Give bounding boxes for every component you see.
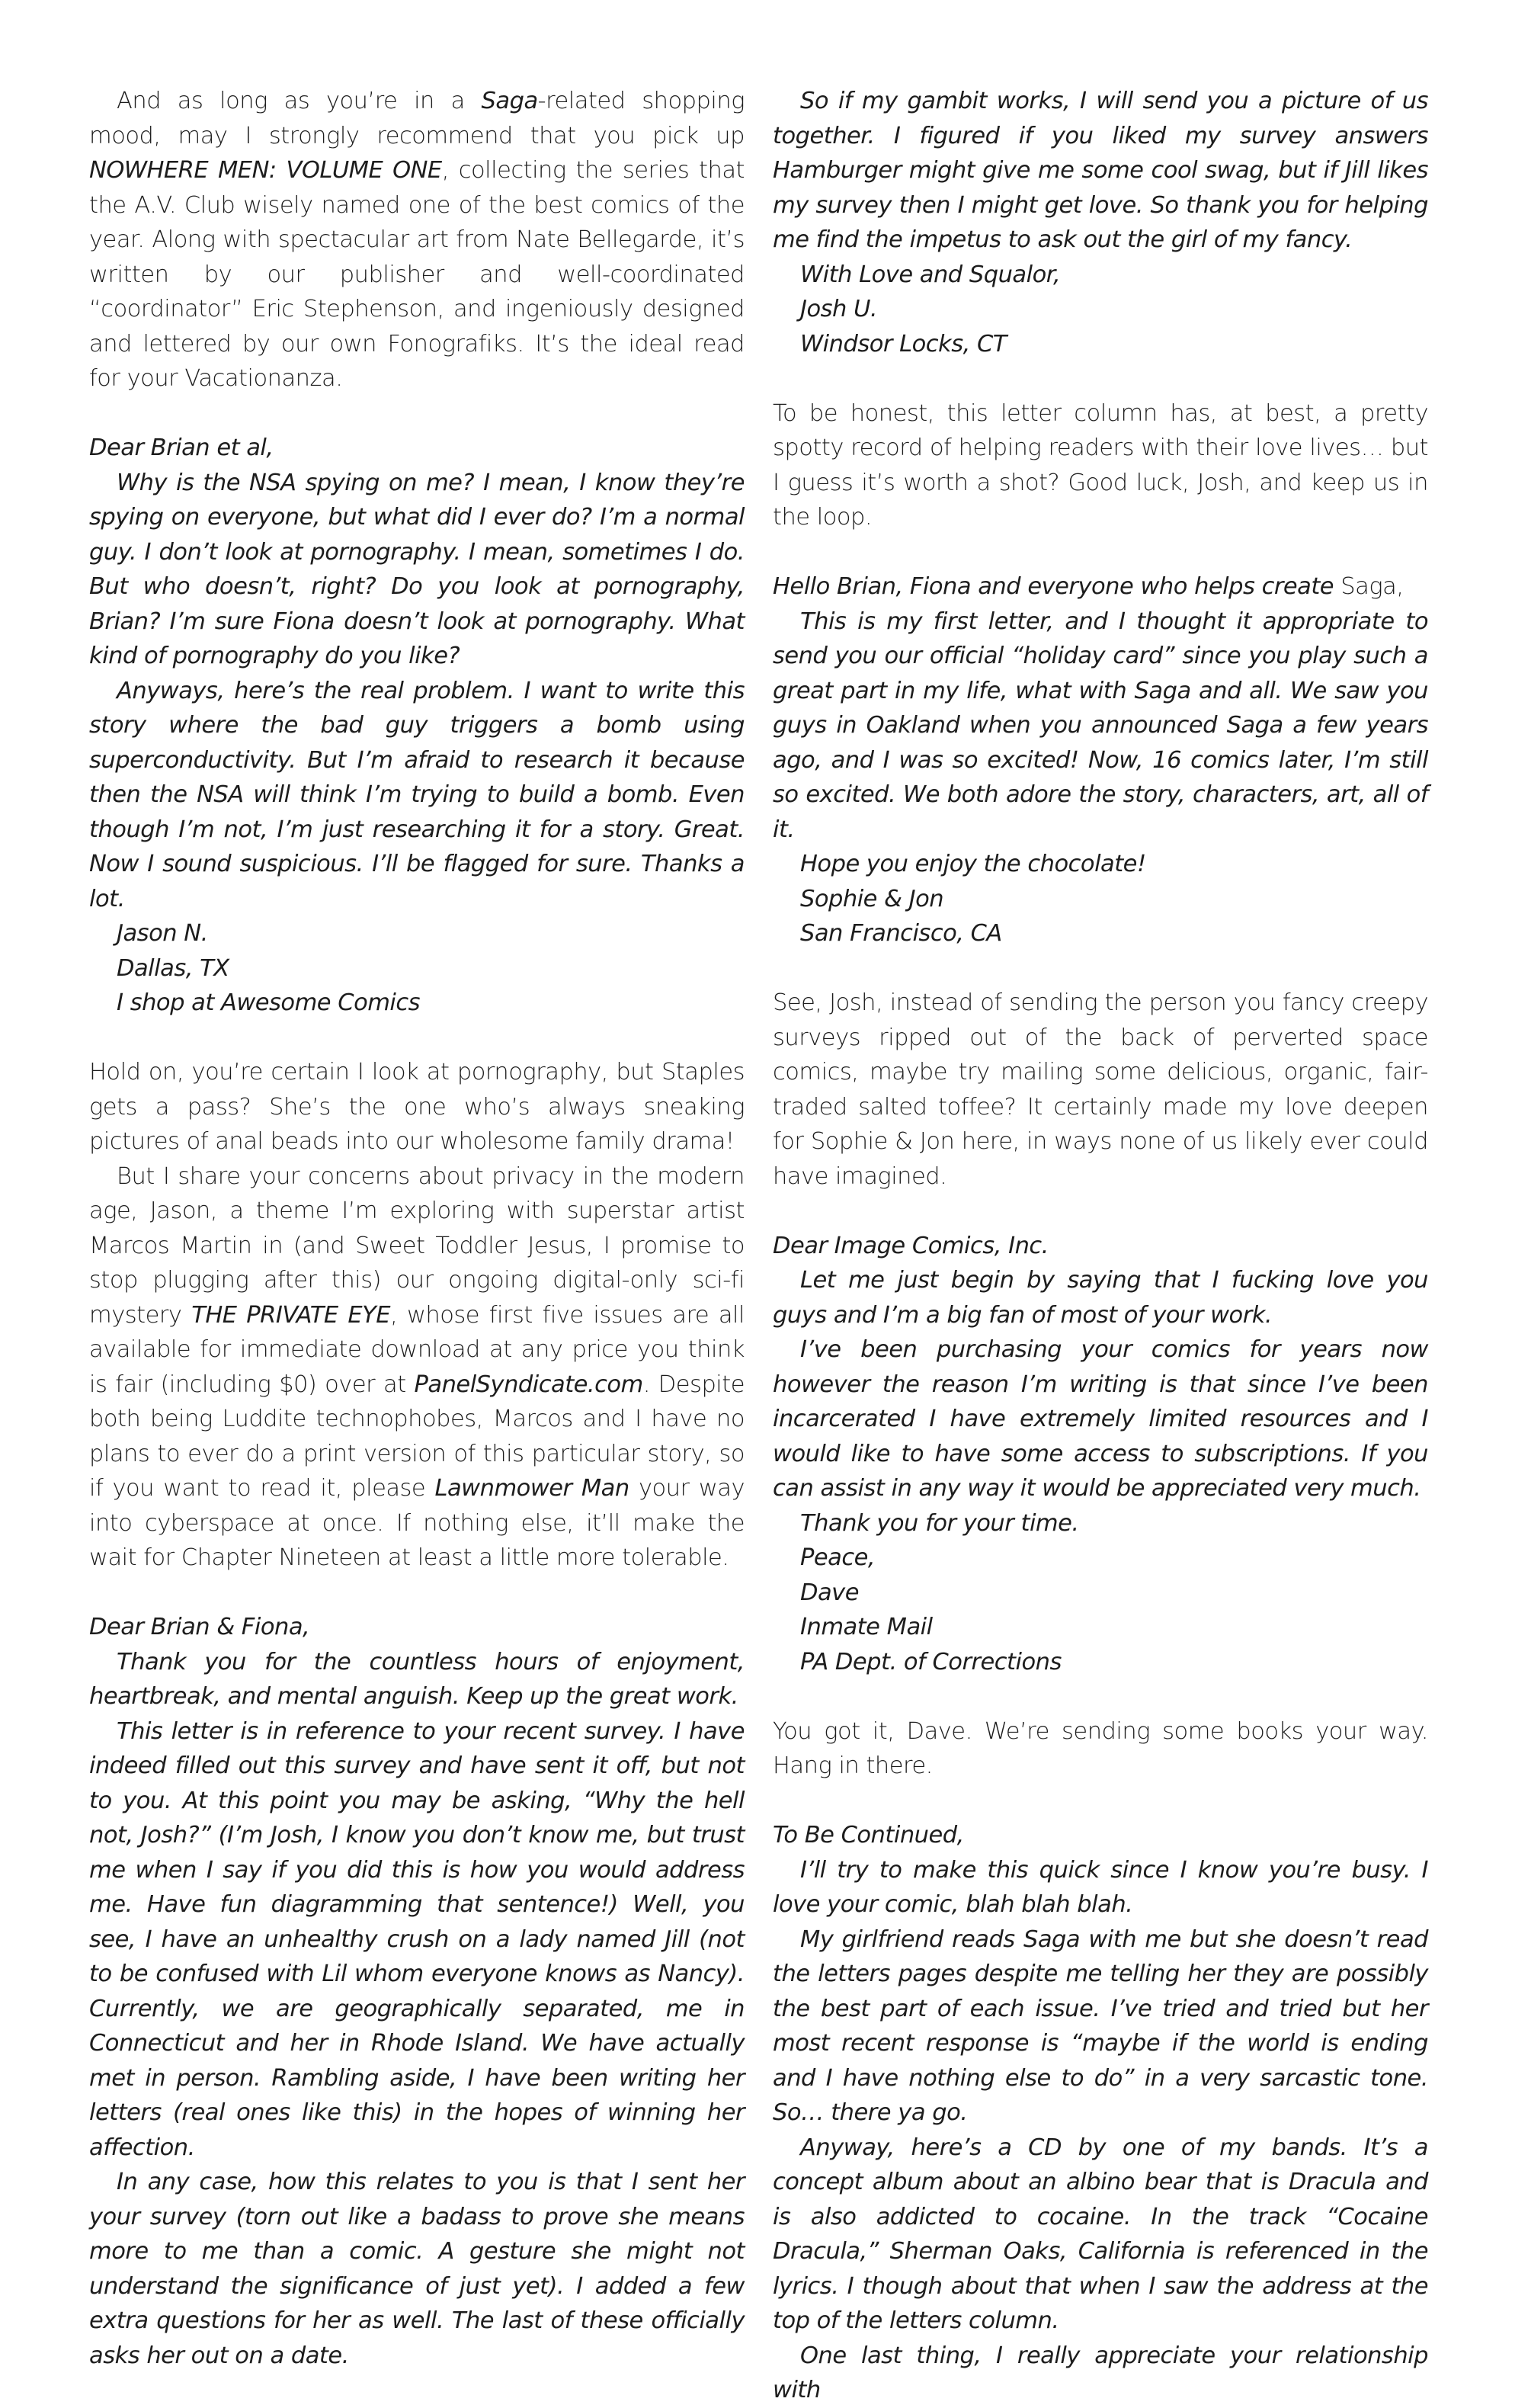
text-run-italic: Hello Brian, Fiona and everyone who helps create: [773, 573, 1341, 600]
letter-salutation: [773, 569, 1428, 604]
text-run: , collecting the series that the A.V. Club wisely named one of the best comics of the year. Along with spectacular art from Nate Bellegarde, it’s written by our publisher and well-coordinated “coordinator” Eric Stephenson, and ingeniously designed and lettered by our own Fonografiks. It’s the ideal read for your Vacationanza.: [89, 157, 745, 392]
text-run: Saga,: [1340, 573, 1404, 600]
letter-signature: Josh U.: [800, 296, 878, 322]
letter-signature: Peace,: [800, 1544, 876, 1571]
letter-paragraph: I’ve been purchasing your comics for years now however the reason I’m writing is that since I’ve been incarcerated I have extremely limited resources and I would like to have some access to subscriptions. If you can assist in any way it would be appreciated very much.: [773, 1336, 1428, 1502]
text-run-italic: PanelSyndicate.com: [414, 1371, 643, 1398]
letter-paragraph: So if my gambit works, I will send you a picture of us together. I figured if you liked my survey answers Hamburger might give me some cool swag, but if Jill likes my survey then I might get love. So thank you for helping me find the impetus to ask out the girl of my fancy.: [773, 88, 1428, 253]
letter-signature: Dave: [800, 1579, 859, 1606]
letter-salutation: Dear Brian et al,: [89, 434, 274, 461]
letter-signature: Thank you for your time.: [800, 1509, 1079, 1537]
text-run-italic: Saga: [481, 88, 538, 114]
text-run: . Despite both being Luddite technophobes, Marcos and I have no plans to ever do a print version of this particular story, so if you want to read it, please: [89, 1371, 745, 1502]
letter-signature: San Francisco, CA: [800, 920, 1002, 947]
letter-signature: Hope you enjoy the chocolate!: [800, 851, 1146, 877]
text-run: your way into cyberspace at once. If nothing else, it’ll make the wait for Chapter Nineteen at least a little more tolerable.: [89, 1475, 745, 1571]
spacer: [773, 361, 1428, 396]
text-run-italic: Lawnmower Man: [434, 1475, 629, 1502]
letter-signature: PA Dept. of Corrections: [800, 1648, 1062, 1675]
letter-paragraph: This letter is in reference to your recent survey. I have indeed filled out this survey and have sent it off, but not to you. At this point you may be asking, “Why the hell not, Josh?” (I’m Josh, I know you don’t know me, but trust me when I say if you did this is how you would address me. Have fun diagramming that sentence!) Well, you see, I have an unhealthy crush on a lady named Jill (not to be confused with Lil whom everyone knows as Nancy). Currently, we are geographically separated, me in Connecticut and her in Rhode Island. We have actually met in person. Rambling aside, I have been writing her letters (real ones like this) in the hopes of winning her affection.: [89, 1717, 745, 2161]
spacer: [89, 1021, 745, 1056]
text-run: , whose first five issues are all available for immediate download at any price you think is fair (including $0) over at: [89, 1301, 745, 1398]
text-run-italic: NOWHERE MEN: VOLUME ONE: [89, 157, 442, 184]
spacer: [89, 1576, 745, 1611]
spacer: [773, 951, 1428, 986]
letter-paragraph: Let me just begin by saying that I fucking love you guys and I’m a big fan of most of your work.: [773, 1267, 1428, 1329]
letter-paragraph: My girlfriend reads Saga with me but she doesn’t read the letters pages despite me telling her they are possibly the best part of each issue. I’ve tried and tried but her most recent response is “maybe if the world is ending and I have nothing else to do” in a very sarcastic tone. So… there ya go.: [773, 1925, 1428, 2126]
letter-paragraph: Anyways, here’s the real problem. I want to write this story where the bad guy triggers a bomb using superconductivity. But I’m afraid to research it because then the NSA will think I’m trying to build a bomb. Even though I’m not, I’m just researching it for a story. Great. Now I sound suspicious. I’ll be flagged for sure. Thanks a lot.: [89, 677, 745, 912]
spacer: [773, 1784, 1428, 1819]
letter-salutation: Dear Image Comics, Inc.: [773, 1232, 1049, 1259]
letter-signature: Inmate Mail: [800, 1614, 933, 1640]
reply-paragraph: You got it, Dave. We’re sending some books your way. Hang in there.: [773, 1717, 1428, 1779]
spacer: [773, 1194, 1428, 1229]
spacer: [773, 535, 1428, 570]
reply-paragraph: To be honest, this letter column has, at best, a pretty spotty record of helping readers with their love lives… but I guess it’s worth a shot? Good luck, Josh, and keep us in the loop.: [773, 399, 1428, 531]
letter-signature: I shop at Awesome Comics: [117, 989, 421, 1016]
letter-paragraph: In any case, how this relates to you is that I sent her your survey (torn out like a badass to prove she means more to me than a comic. A gesture she might not understand the significance of just yet). I added a few extra questions for her as well. The last of these officially asks her out on a date.: [89, 2169, 745, 2369]
letter-signature: Dallas, TX: [117, 954, 229, 982]
letter-salutation: Dear Brian & Fiona,: [89, 1614, 310, 1640]
text-run: -related shopping mood, may I strongly recommend that you pick up: [89, 88, 745, 149]
text-run-italic: THE PRIVATE EYE: [191, 1301, 391, 1329]
letter-signature: With Love and Squalor,: [800, 261, 1061, 288]
reply-paragraph: See, Josh, instead of sending the person you fancy creepy surveys ripped out of the back of perverted space comics, maybe try mailing some delicious, organic, fair-traded salted toffee? It certainly made my love deepen for Sophie & Jon here, in ways none of us likely ever could have imagined.: [773, 989, 1428, 1190]
intro-paragraph: [89, 84, 745, 396]
letter-paragraph: I’ll try to make this quick since I know you’re busy. I love your comic, blah blah blah.: [773, 1856, 1428, 1918]
left-column: [89, 84, 745, 2373]
letter-paragraph: Anyway, here’s a CD by one of my bands. It’s a concept album about an albino bear that is Dracula and is also addicted to cocaine. In the track “Cocaine Dracula,” Sherman Oaks, California is referenced in the lyrics. I though about that when I saw the address at the top of the letters column.: [773, 2134, 1428, 2334]
letter-signature: Jason N.: [117, 920, 208, 947]
letter-paragraph: Why is the NSA spying on me? I mean, I know they’re spying on everyone, but what did I ever do? I’m a normal guy. I don’t look at pornography. I mean, sometimes I do. But who doesn’t, right? Do you look at pornography, Brian? I’m sure Fiona doesn’t look at pornography. What kind of pornography do you like?: [89, 469, 745, 669]
reply-paragraph: [89, 1159, 745, 1576]
text-run: And as long as you’re in a: [117, 88, 482, 114]
letter-paragraph: One last thing, I really appreciate your relationship with: [773, 2342, 1428, 2403]
letter-salutation: To Be Continued,: [773, 1822, 964, 1848]
letter-signature: Windsor Locks, CT: [800, 330, 1007, 358]
right-column: [773, 84, 1428, 2408]
letter-paragraph: Thank you for the countless hours of enjoyment, heartbreak, and mental anguish. Keep up the great work.: [89, 1648, 745, 1710]
spacer: [89, 396, 745, 431]
letter-signature: Sophie & Jon: [800, 885, 944, 912]
spacer: [773, 1679, 1428, 1714]
text-run: But I share your concerns about privacy in the modern age, Jason, a theme I’m exploring with superstar artist Marcos Martin in (and Sweet Toddler Jesus, I promise to stop plugging after this) our ongoing digital-only sci-fi mystery: [89, 1162, 745, 1329]
letter-paragraph: This is my first letter, and I thought it appropriate to send you our official “holiday card” since you play such a great part in my life, what with Saga and all. We saw you guys in Oakland when you announced Saga a few years ago, and I was so excited! Now, 16 comics later, I’m still so excited. We both adore the story, characters, art, all of it.: [773, 608, 1428, 843]
reply-paragraph: Hold on, you’re certain I look at pornography, but Staples gets a pass? She’s the one who’s always sneaking pictures of anal beads into our wholesome family drama!: [89, 1059, 745, 1155]
